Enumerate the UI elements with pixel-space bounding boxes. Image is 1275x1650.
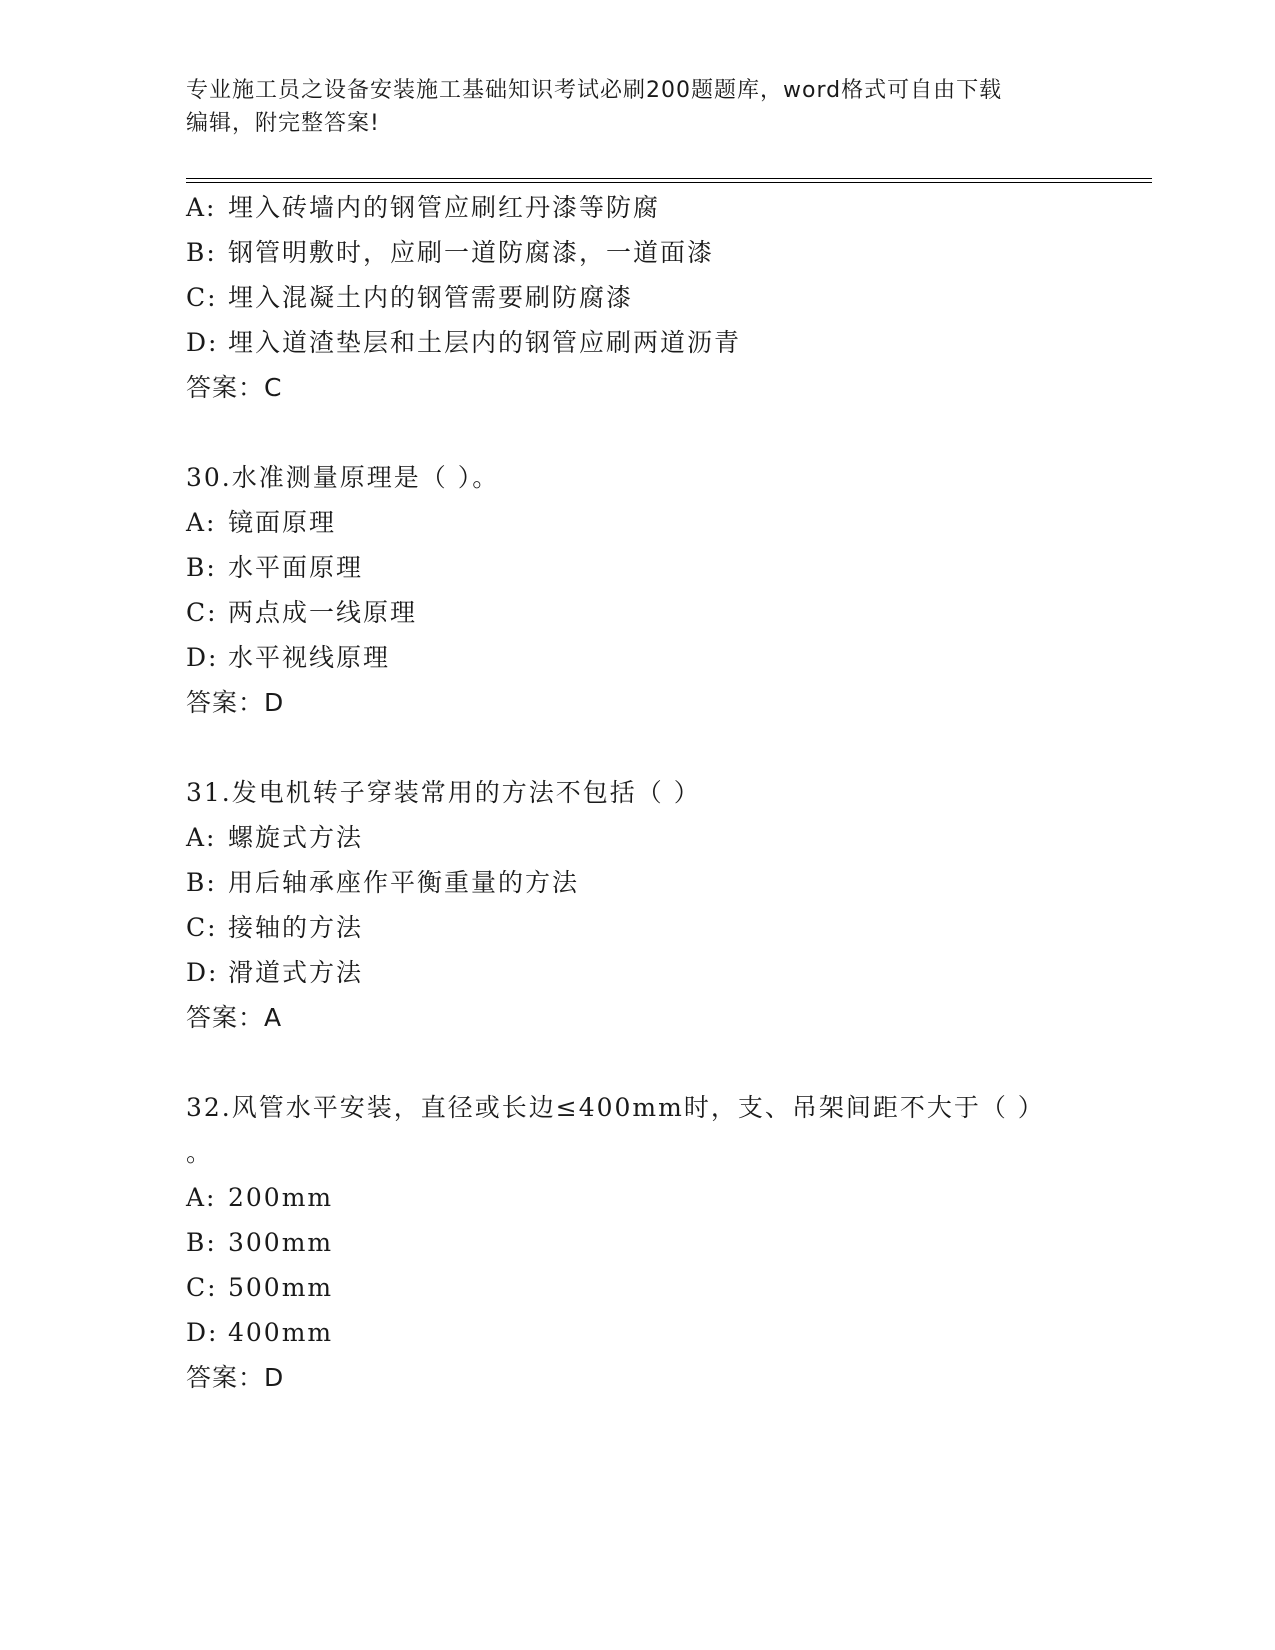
option-text: 用后轴承座作平衡重量的方法 [228, 868, 580, 897]
option-letter: C: [186, 283, 218, 312]
q29-option-d [186, 326, 741, 360]
option-text: 钢管明敷时，应刷一道防腐漆，一道面漆 [228, 238, 715, 267]
option-letter: D: [186, 328, 219, 357]
q32-option-a [186, 1181, 333, 1215]
q31-option-c [186, 911, 363, 945]
q32-question: 32.风管水平安装，直径或长边≤400mm时，支、吊架间距不大于（ ） [186, 1093, 1045, 1122]
header-title-line2: 编辑，附完整答案! [186, 111, 380, 136]
option-text: 300mm [228, 1228, 334, 1257]
option-text: 两点成一线原理 [228, 598, 418, 627]
q31-option-b [186, 866, 579, 900]
option-text: 滑道式方法 [228, 958, 364, 987]
option-letter: D: [186, 1318, 219, 1347]
option-text: 接轴的方法 [228, 913, 364, 942]
q31-option-d [186, 956, 363, 990]
option-letter: D: [186, 958, 219, 987]
q31-answer: 答案：A [186, 1003, 283, 1032]
option-text: 400mm [228, 1318, 334, 1347]
option-letter: B: [186, 553, 217, 582]
option-text: 水平面原理 [228, 553, 364, 582]
option-letter: A: [186, 193, 217, 222]
q29-option-a [186, 191, 660, 225]
option-letter: A: [186, 823, 217, 852]
option-letter: A: [186, 508, 217, 537]
q30-answer: 答案：D [186, 688, 285, 717]
q30-option-d [186, 641, 390, 675]
option-text: 埋入混凝土内的钢管需要刷防腐漆 [228, 283, 634, 312]
option-text: 埋入道渣垫层和土层内的钢管应刷两道沥青 [228, 328, 742, 357]
option-text: 200mm [228, 1183, 334, 1212]
q32-answer: 答案：D [186, 1363, 285, 1392]
header-title-line1: 专业施工员之设备安装施工基础知识考试必刷200题题库，word格式可自由下载 [186, 78, 1003, 103]
document-header [186, 74, 1086, 140]
q30-option-c [186, 596, 417, 630]
q31-option-a [186, 821, 363, 855]
option-text: 埋入砖墙内的钢管应刷红丹漆等防腐 [228, 193, 661, 222]
q30-question: 30.水准测量原理是（ ）。 [186, 463, 500, 492]
q32-question-continuation: 。 [186, 1138, 214, 1167]
option-letter: C: [186, 913, 218, 942]
q30-option-a [186, 506, 336, 540]
q29-answer: 答案：C [186, 373, 283, 402]
option-text: 水平视线原理 [228, 643, 391, 672]
q29-option-b [186, 236, 714, 270]
option-letter: B: [186, 238, 217, 267]
option-letter: B: [186, 868, 217, 897]
option-letter: C: [186, 598, 218, 627]
q30-option-b [186, 551, 363, 585]
option-text: 镜面原理 [228, 508, 337, 537]
option-letter: B: [186, 1228, 217, 1257]
option-letter: D: [186, 643, 219, 672]
option-text: 螺旋式方法 [228, 823, 364, 852]
option-letter: C: [186, 1273, 218, 1302]
q29-option-c [186, 281, 633, 315]
header-divider-bottom [186, 182, 1152, 183]
q32-option-d [186, 1316, 333, 1350]
header-divider-top [186, 178, 1152, 179]
option-text: 500mm [228, 1273, 334, 1302]
q32-option-b [186, 1226, 333, 1260]
q32-option-c [186, 1271, 333, 1305]
q31-question: 31.发电机转子穿装常用的方法不包括（ ） [186, 778, 701, 807]
option-letter: A: [186, 1183, 217, 1212]
